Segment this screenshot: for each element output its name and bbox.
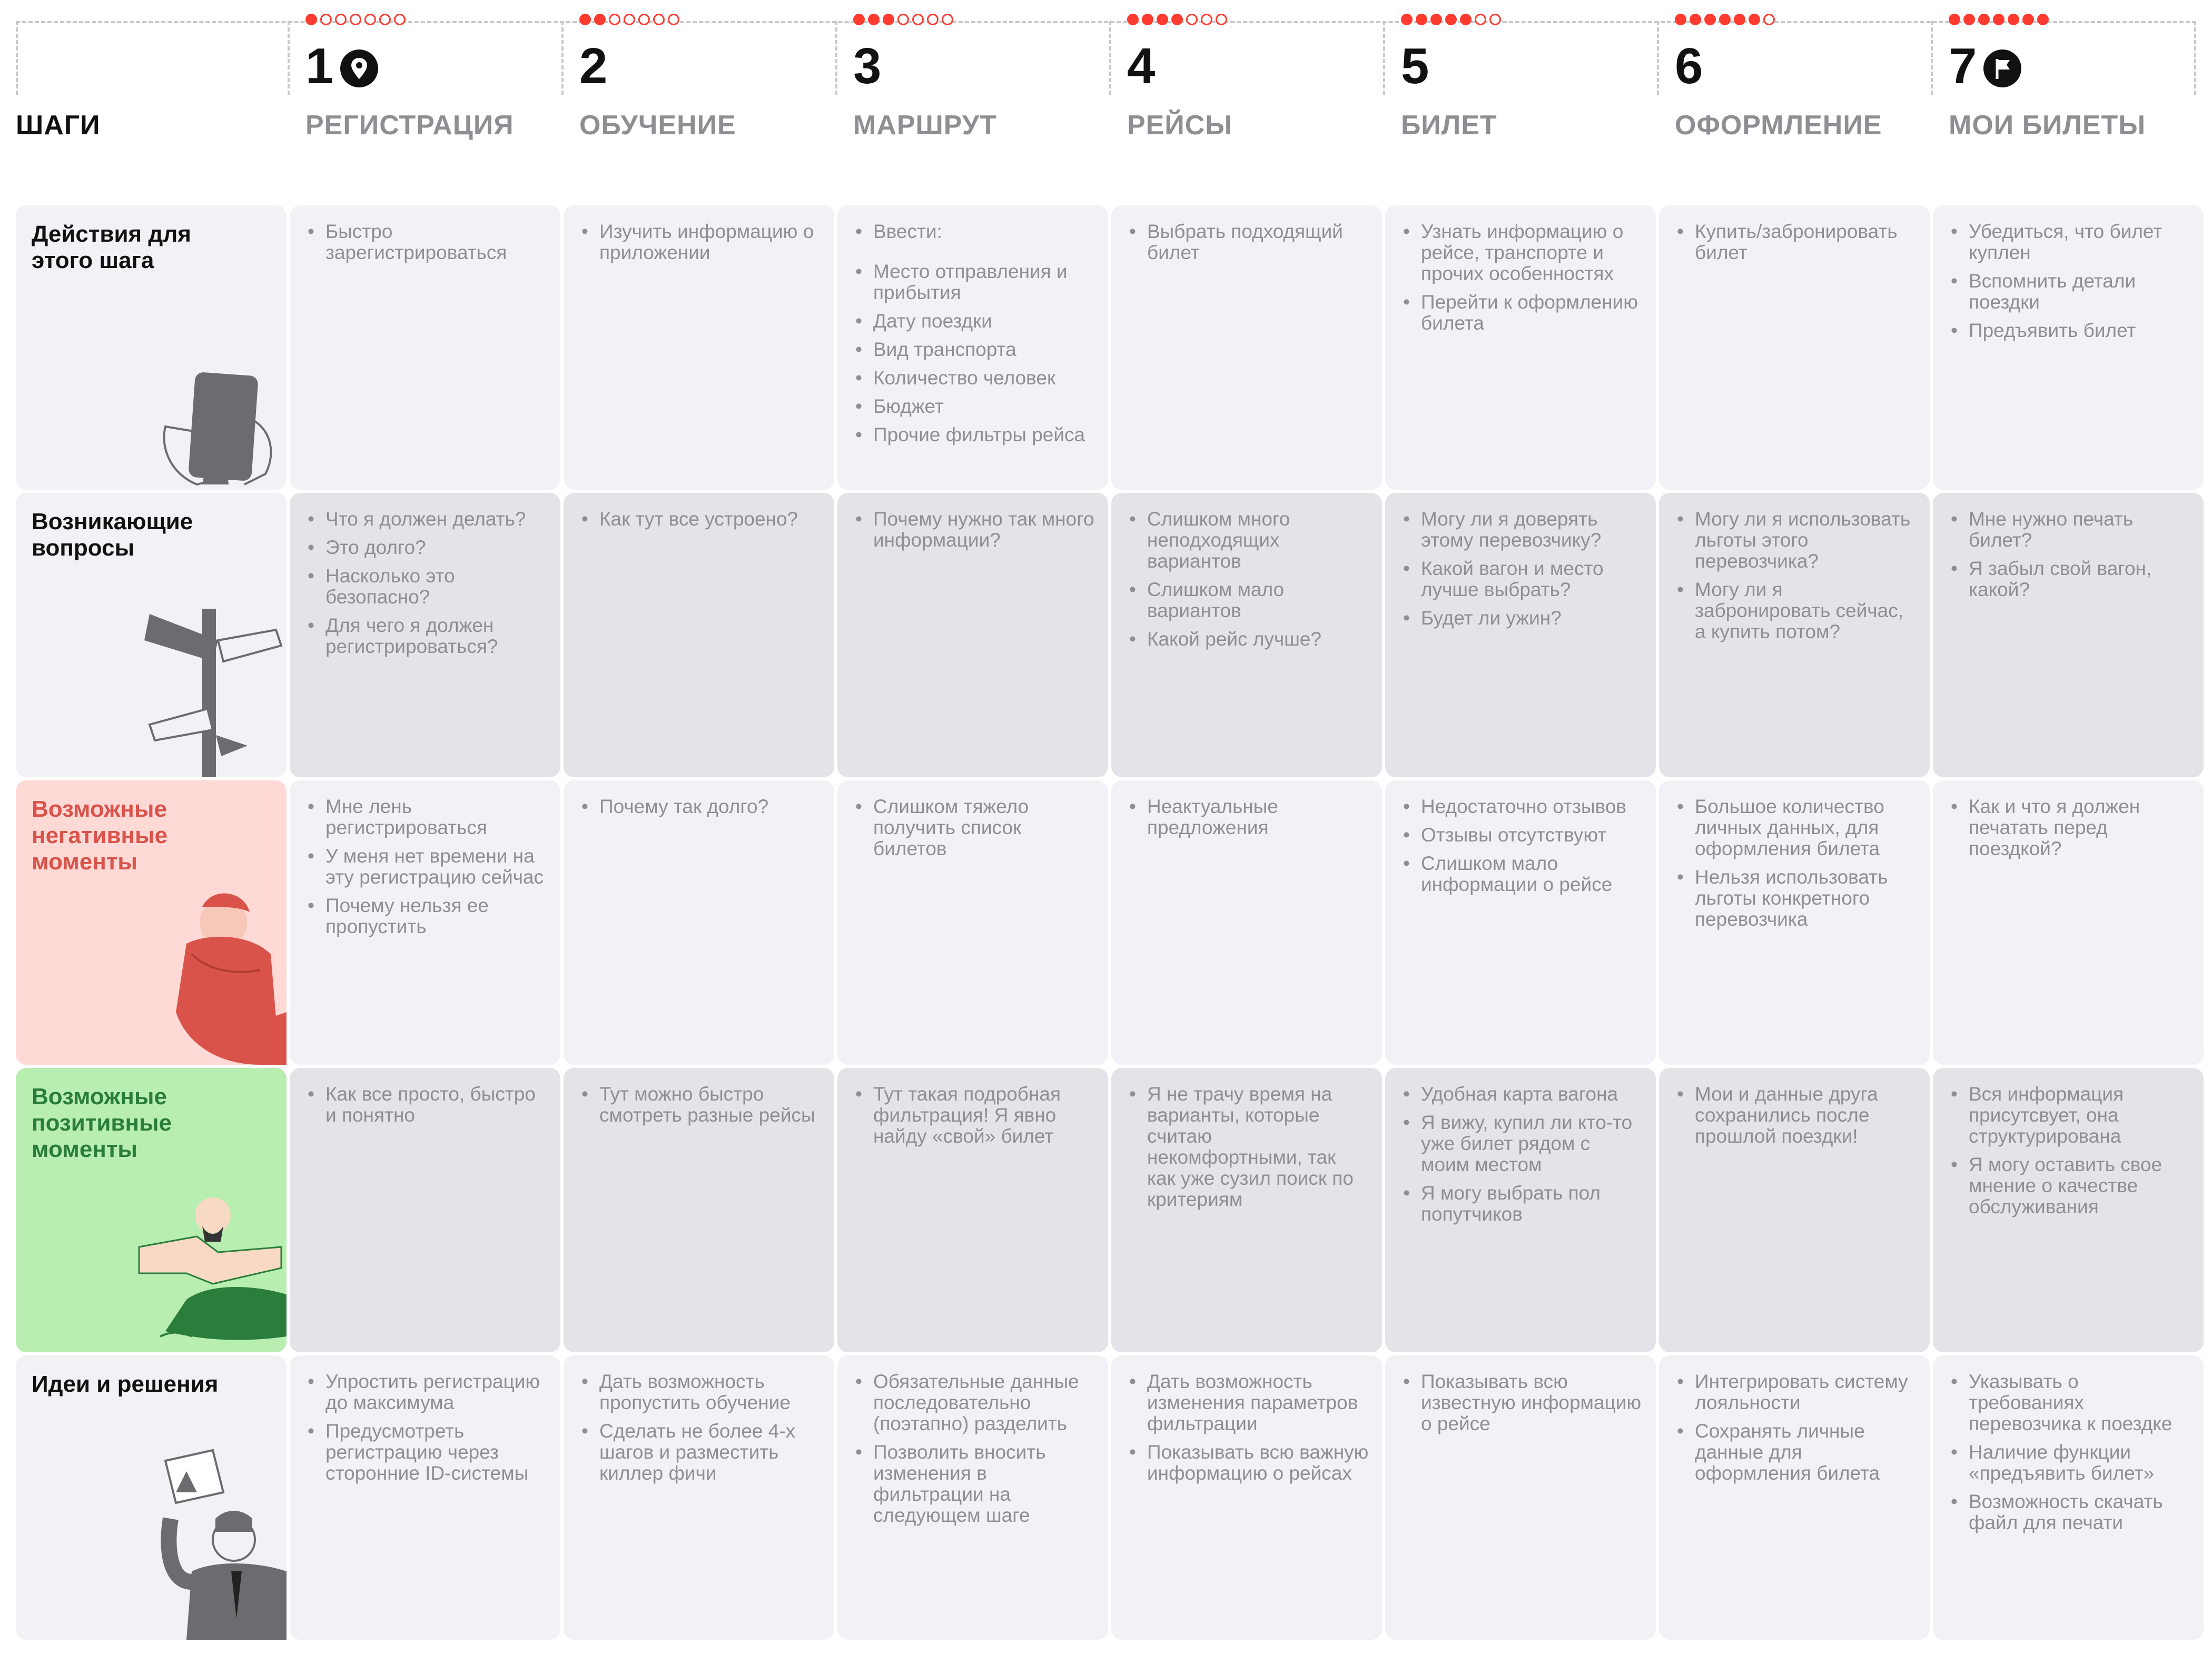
journey-cell [290, 1355, 560, 1640]
list-item: • Почему нельзя ее пропустить [308, 895, 548, 937]
progress-dot [1142, 14, 1153, 25]
cell-item-list [1129, 221, 1369, 271]
list-item: • Возможность скачать файл для печати [1951, 1491, 2191, 1533]
list-item: • Слишком тяжело получить список билетов [855, 796, 1095, 859]
cell-item-list [1403, 1084, 1643, 1232]
list-item: • Прочие фильтры рейса [855, 424, 1095, 445]
journey-cell [1659, 780, 1930, 1065]
cell-item-list [1951, 1371, 2191, 1541]
progress-dot [1201, 14, 1212, 25]
progress-dot [1993, 14, 2004, 25]
list-item: • Это долго? [308, 537, 548, 558]
journey-cell [1111, 493, 1382, 777]
progress-dot [1978, 14, 1990, 25]
journey-cell [1659, 493, 1930, 777]
progress-dot [320, 14, 332, 25]
journey-cell [1659, 1355, 1930, 1640]
header-dashed-separator [288, 21, 290, 95]
step-number: 3 [853, 38, 882, 94]
list-item: • Нельзя использовать льготы конкретного перевозчика [1677, 867, 1917, 930]
row-title: Действия для этого шага [32, 221, 191, 273]
cell-item-list [308, 509, 548, 665]
step-progress [1949, 14, 2049, 25]
step-title: ОБУЧЕНИЕ [579, 110, 736, 141]
header-dashed-separator [1657, 21, 1659, 95]
journey-cell [837, 493, 1108, 777]
journey-cell [1111, 1355, 1382, 1640]
list-item: • Недостаточно отзывов [1403, 796, 1643, 817]
journey-cell [564, 780, 834, 1065]
cell-item-list [1677, 1084, 1917, 1154]
list-item: • Перейти к оформлению билета [1403, 292, 1643, 334]
progress-dot [1675, 14, 1686, 25]
progress-dot [1704, 14, 1716, 25]
step-progress [1675, 14, 1775, 25]
progress-dot [2022, 14, 2034, 25]
journey-cell [1385, 1068, 1656, 1352]
progress-dot [2037, 14, 2049, 25]
step-progress [305, 14, 406, 25]
journey-cell [1385, 493, 1656, 777]
journey-cell [564, 493, 834, 777]
list-item: • Какой рейс лучше? [1129, 629, 1369, 650]
header-dashed-separator [835, 21, 837, 95]
list-item: • Дать возможность изменения параметров фильтрации [1129, 1371, 1369, 1434]
location-pin-icon [340, 49, 378, 87]
list-item: • Неактуальные предложения [1129, 796, 1369, 838]
list-item: • Как тут все устроено? [581, 509, 822, 530]
progress-dot [1157, 14, 1168, 25]
row-header [16, 205, 287, 490]
step-header-3 [853, 0, 1106, 158]
list-item: • Указывать о требованиях перевозчика к поездке [1951, 1371, 2191, 1434]
journey-cell [1933, 205, 2204, 490]
list-item: • Могу ли я доверять этому перевозчику? [1403, 509, 1643, 551]
step-number: 5 [1401, 38, 1429, 94]
list-item: • Показывать всю известную информацию о рейсе [1403, 1371, 1643, 1434]
list-item: • Предусмотреть регистрацию через сторонние ID-системы [308, 1421, 548, 1484]
journey-cell [837, 205, 1108, 490]
list-item: • Слишком много неподходящих вариантов [1129, 509, 1369, 572]
header-dashed-separator [561, 21, 564, 95]
list-item: • Выбрать подходящий билет [1129, 221, 1369, 263]
list-item: • Для чего я должен регистрироваться? [308, 615, 548, 657]
progress-dot [912, 14, 924, 25]
cell-item-list [1129, 1371, 1369, 1491]
progress-dot [1949, 14, 1960, 25]
row-header [16, 493, 287, 777]
cell-item-list [1951, 221, 2191, 349]
progress-dot [1749, 14, 1760, 25]
progress-dot [1430, 14, 1442, 25]
journey-cell [1111, 780, 1382, 1065]
step-progress [853, 14, 953, 25]
list-item: • Что я должен делать? [308, 509, 548, 530]
list-item: • Бюджет [855, 396, 1095, 417]
progress-dot [579, 14, 591, 25]
list-item: • Дать возможность пропустить обучение [581, 1371, 822, 1413]
step-number: 6 [1675, 38, 1703, 94]
step-header-1 [305, 0, 558, 158]
progress-dot [668, 14, 679, 25]
step-number: 7 [1949, 38, 1977, 94]
list-item: • Как и что я должен печатать перед поездкой? [1951, 796, 2191, 859]
list-item: • Изучить информацию о приложении [581, 221, 822, 263]
cell-item-list [1403, 509, 1643, 636]
journey-cell [1659, 1068, 1930, 1352]
cell-item-list [855, 796, 1095, 867]
journey-cell [1111, 1068, 1382, 1352]
progress-dot [305, 14, 317, 25]
steps-label: ШАГИ [16, 110, 101, 141]
cell-item-list [1677, 509, 1917, 650]
progress-dot [2008, 14, 2019, 25]
row-title: Идеи и решения [32, 1371, 219, 1397]
progress-dot [897, 14, 909, 25]
progress-dot [609, 14, 620, 25]
progress-dot [379, 14, 391, 25]
progress-dot [364, 14, 376, 25]
cell-item-list [1403, 796, 1643, 903]
header-dashed-separator [16, 21, 18, 95]
journey-cell [1111, 205, 1382, 490]
list-item: • Я могу выбрать пол попутчиков [1403, 1183, 1643, 1225]
progress-dot [1763, 14, 1775, 25]
progress-dot [1401, 14, 1413, 25]
signpost-illustration [129, 577, 287, 777]
list-item: • Могу ли я использовать льготы этого перевозчика? [1677, 509, 1917, 572]
cell-item-list [855, 1084, 1095, 1154]
cell-item-list [581, 796, 822, 825]
list-item: • Мне нужно печать билет? [1951, 509, 2191, 551]
list-item: • Могу ли я забронировать сейчас, а купить потом? [1677, 579, 1917, 642]
row-header [16, 1068, 287, 1352]
progress-dot [868, 14, 880, 25]
journey-cell [290, 780, 560, 1065]
list-item: • Вся информация присутсвует, она структурирована [1951, 1084, 2191, 1147]
step-title: РЕГИСТРАЦИЯ [305, 110, 514, 141]
cell-item-list [1129, 509, 1369, 657]
step-header-7 [1949, 0, 2201, 158]
list-item: • Я не трачу время на варианты, которые считаю некомфортными, так как уже сузил поиск по критериям [1129, 1084, 1369, 1210]
cell-item-list [581, 1084, 822, 1133]
cell-item-list [1951, 796, 2191, 867]
cell-item-list [1677, 796, 1917, 937]
progress-dot [883, 14, 894, 25]
progress-dot [335, 14, 347, 25]
list-item: • Упростить регистрацию до максимума [308, 1371, 548, 1413]
list-item: • Позволить вносить изменения в фильтрации на следующем шаге [855, 1442, 1095, 1526]
progress-dot [624, 14, 635, 25]
list-item: • Обязательные данные последовательно (поэтапно) разделить [855, 1371, 1095, 1434]
progress-dot [853, 14, 865, 25]
journey-cell [1659, 205, 1930, 490]
list-item: • Интегрировать систему лояльности [1677, 1371, 1917, 1413]
progress-dot [638, 14, 650, 25]
header-dashed-separator [1931, 21, 1933, 95]
cell-item-list [581, 509, 822, 537]
step-header-6 [1675, 0, 1928, 158]
cell-item-list [581, 1371, 822, 1491]
list-item: • Быстро зарегистрироваться [308, 221, 548, 263]
step-progress [579, 14, 679, 25]
journey-cell [1933, 780, 2204, 1065]
row-title: Возможные негативные моменты [32, 796, 168, 875]
journey-cell [837, 1068, 1108, 1352]
list-item: • Дату поездки [855, 311, 1095, 332]
list-item: • Количество человек [855, 368, 1095, 389]
progress-dot [594, 14, 606, 25]
cell-item-list [308, 221, 548, 271]
progress-dot [1489, 14, 1501, 25]
list-item: • Я вижу, купил ли кто-то уже билет рядом с моим местом [1403, 1112, 1643, 1175]
list-item: • Слишком мало информации о рейсе [1403, 853, 1643, 895]
progress-dot [1963, 14, 1975, 25]
list-item: • Почему нужно так много информации? [855, 509, 1095, 551]
step-header-2 [579, 0, 832, 158]
cell-item-list [308, 796, 548, 945]
cell-item-list [855, 221, 1095, 453]
list-item: • Вид транспорта [855, 339, 1095, 360]
list-item: • Тут такая подробная фильтрация! Я явно найду «свой» билет [855, 1084, 1095, 1147]
cell-item-list [1403, 1371, 1643, 1442]
cell-item-list [1403, 221, 1643, 341]
cell-item-list [1951, 509, 2191, 608]
list-item: • У меня нет времени на эту регистрацию сейчас [308, 846, 548, 888]
journey-cell [1933, 1068, 2204, 1352]
journey-cell [564, 1355, 834, 1640]
step-progress [1127, 14, 1227, 25]
journey-cell [1385, 780, 1656, 1065]
businessman-idea-illustration [129, 1440, 287, 1640]
cell-item-list [1951, 1084, 2191, 1225]
cell-item-list [1677, 221, 1917, 271]
stressed-person-illustration [129, 865, 287, 1065]
journey-cell [1385, 205, 1656, 490]
journey-cell [290, 493, 560, 777]
list-item: • Какой вагон и место лучше выбрать? [1403, 558, 1643, 600]
list-item: • Тут можно быстро смотреть разные рейсы [581, 1084, 822, 1126]
step-number: 1 [305, 38, 334, 94]
cell-item-list [855, 1371, 1095, 1533]
list-item: • Насколько это безопасно? [308, 566, 548, 608]
journey-cell [837, 780, 1108, 1065]
step-progress [1401, 14, 1501, 25]
cell-item-list [308, 1084, 548, 1133]
progress-dot [1186, 14, 1198, 25]
list-item: • Показывать всю важную информацию о рейсах [1129, 1442, 1369, 1484]
list-item: • Предъявить билет [1951, 320, 2191, 341]
journey-cell [1933, 493, 2204, 777]
journey-cell [837, 1355, 1108, 1640]
list-item: • Отзывы отсутствуют [1403, 825, 1643, 846]
progress-dot [1690, 14, 1701, 25]
progress-dot [1445, 14, 1457, 25]
list-item: • Почему так долго? [581, 796, 822, 817]
step-number: 2 [579, 38, 608, 94]
cell-item-list [1129, 1084, 1369, 1217]
row-title: Возможные позитивные моменты [32, 1084, 172, 1162]
flag-icon [1983, 49, 2021, 87]
header-dashed-separator [1383, 21, 1385, 95]
list-item: • Узнать информацию о рейсе, транспорте и прочих особенностях [1403, 221, 1643, 284]
step-title: МОИ БИЛЕТЫ [1949, 110, 2146, 141]
row-header [16, 1355, 287, 1640]
progress-dot [1416, 14, 1427, 25]
cell-item-list [855, 509, 1095, 558]
step-header-5 [1401, 0, 1654, 158]
journey-cell [564, 205, 834, 490]
progress-dot [394, 14, 406, 25]
step-title: МАРШРУТ [853, 110, 997, 141]
journey-cell [1933, 1355, 2204, 1640]
cell-item-list [581, 221, 822, 271]
progress-dot [1216, 14, 1227, 25]
journey-cell [290, 1068, 560, 1352]
progress-dot [1171, 14, 1183, 25]
list-item: • Мне лень регистрироваться [308, 796, 548, 838]
progress-dot [350, 14, 361, 25]
cell-item-list [1129, 796, 1369, 846]
list-item: • Я могу оставить свое мнение о качестве обслуживания [1951, 1154, 2191, 1217]
progress-dot [1734, 14, 1745, 25]
progress-dot [927, 14, 939, 25]
list-item: • Как все просто, быстро и понятно [308, 1084, 548, 1126]
step-header-4 [1127, 0, 1380, 158]
step-title: ОФОРМЛЕНИЕ [1675, 110, 1882, 141]
list-item: • Слишком мало вариантов [1129, 579, 1369, 621]
list-item: • Наличие функции «предъявить билет» [1951, 1442, 2191, 1484]
row-title: Возникающие вопросы [32, 509, 193, 561]
list-item: • Я забыл свой вагон, какой? [1951, 558, 2191, 600]
progress-dot [1127, 14, 1139, 25]
journey-cell [1385, 1355, 1656, 1640]
list-item: • Вспомнить детали поездки [1951, 271, 2191, 313]
list-item: • Ввести: [855, 221, 1095, 242]
cell-item-list [308, 1371, 548, 1491]
progress-dot [653, 14, 665, 25]
list-item: • Сделать не более 4-х шагов и разместить киллер фичи [581, 1421, 822, 1484]
progress-dot [1475, 14, 1486, 25]
row-header [16, 780, 287, 1065]
progress-dot [942, 14, 953, 25]
cell-item-list [1677, 1371, 1917, 1491]
phone-hands-illustration [129, 290, 287, 490]
list-item: • Убедиться, что билет куплен [1951, 221, 2191, 263]
progress-dot [1719, 14, 1731, 25]
progress-dot [1460, 14, 1472, 25]
list-item: • Большое количество личных данных, для оформления билета [1677, 796, 1917, 859]
step-number: 4 [1127, 38, 1156, 94]
list-item: • Удобная карта вагона [1403, 1084, 1643, 1105]
journey-cell [564, 1068, 834, 1352]
list-item: • Сохранять личные данные для оформления билета [1677, 1421, 1917, 1484]
step-title: РЕЙСЫ [1127, 110, 1233, 141]
step-title: БИЛЕТ [1401, 110, 1497, 141]
list-item: • Место отправления и прибытия [855, 261, 1095, 303]
header-dashed-separator [1109, 21, 1111, 95]
happy-person-illustration [129, 1152, 287, 1352]
list-item: • Мои и данные друга сохранились после прошлой поездки! [1677, 1084, 1917, 1147]
journey-cell [290, 205, 560, 490]
list-item: • Купить/забронировать билет [1677, 221, 1917, 263]
list-item: • Будет ли ужин? [1403, 608, 1643, 629]
